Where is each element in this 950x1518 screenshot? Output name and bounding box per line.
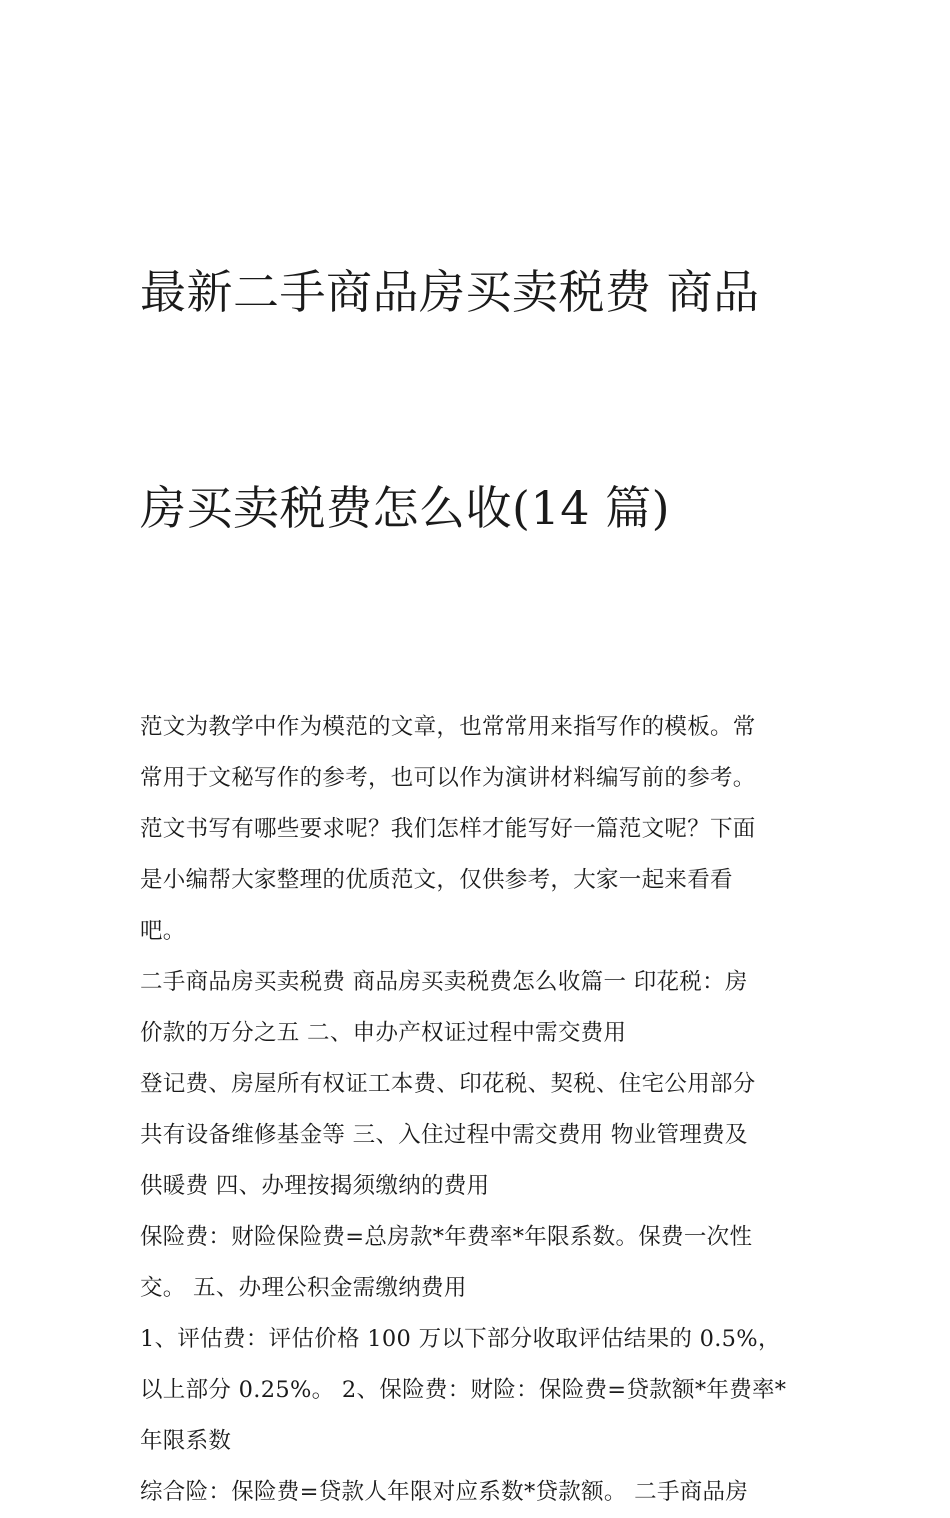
title-line: 最新二手商品房买卖税费 商品	[140, 265, 760, 319]
text-line: 登记费、房屋所有权证工本费、印花税、契税、住宅公用部分	[140, 1071, 756, 1097]
section-paragraph-4	[140, 1314, 816, 1467]
text-line: 保险费：财险保险费=总房款*年费率*年限系数。保费一次性	[140, 1224, 753, 1250]
section-paragraph-3	[140, 1212, 816, 1314]
title-line: 房买卖税费怎么收(14 篇)	[140, 481, 671, 535]
intro-paragraph	[140, 702, 816, 957]
text-line: 常用于文秘写作的参考，也可以作为演讲材料编写前的参考。	[140, 765, 756, 791]
section-paragraph-5	[140, 1467, 816, 1518]
text-line: 是小编帮大家整理的优质范文，仅供参考，大家一起来看看	[140, 867, 733, 893]
text-line: 二手商品房买卖税费 商品房买卖税费怎么收篇一 印花税：房	[140, 969, 748, 995]
section-paragraph-1	[140, 957, 816, 1059]
text-line: 1、评估费：评估价格 100 万以下部分收取评估结果的 0.5%，	[140, 1326, 781, 1352]
text-line: 供暖费 四、办理按揭须缴纳的费用	[140, 1173, 490, 1199]
text-line: 范文书写有哪些要求呢？我们怎样才能写好一篇范文呢？下面	[140, 816, 756, 842]
section-paragraph-2	[140, 1059, 816, 1212]
text-line: 以上部分 0.25%。 2、保险费：财险：保险费=贷款额*年费率*	[140, 1377, 787, 1403]
document-title	[140, 112, 816, 688]
text-line: 综合险：保险费=贷款人年限对应系数*贷款额。 二手商品房	[140, 1479, 749, 1505]
text-line: 范文为教学中作为模范的文章，也常常用来指写作的模板。常	[140, 714, 756, 740]
text-line: 共有设备维修基金等 三、入住过程中需交费用 物业管理费及	[140, 1122, 748, 1148]
text-line: 交。 五、办理公积金需缴纳费用	[140, 1275, 467, 1301]
text-line: 价款的万分之五 二、申办产权证过程中需交费用	[140, 1020, 627, 1046]
document-body	[140, 112, 816, 1518]
text-line: 吧。	[140, 918, 186, 944]
text-line: 年限系数	[140, 1428, 232, 1454]
